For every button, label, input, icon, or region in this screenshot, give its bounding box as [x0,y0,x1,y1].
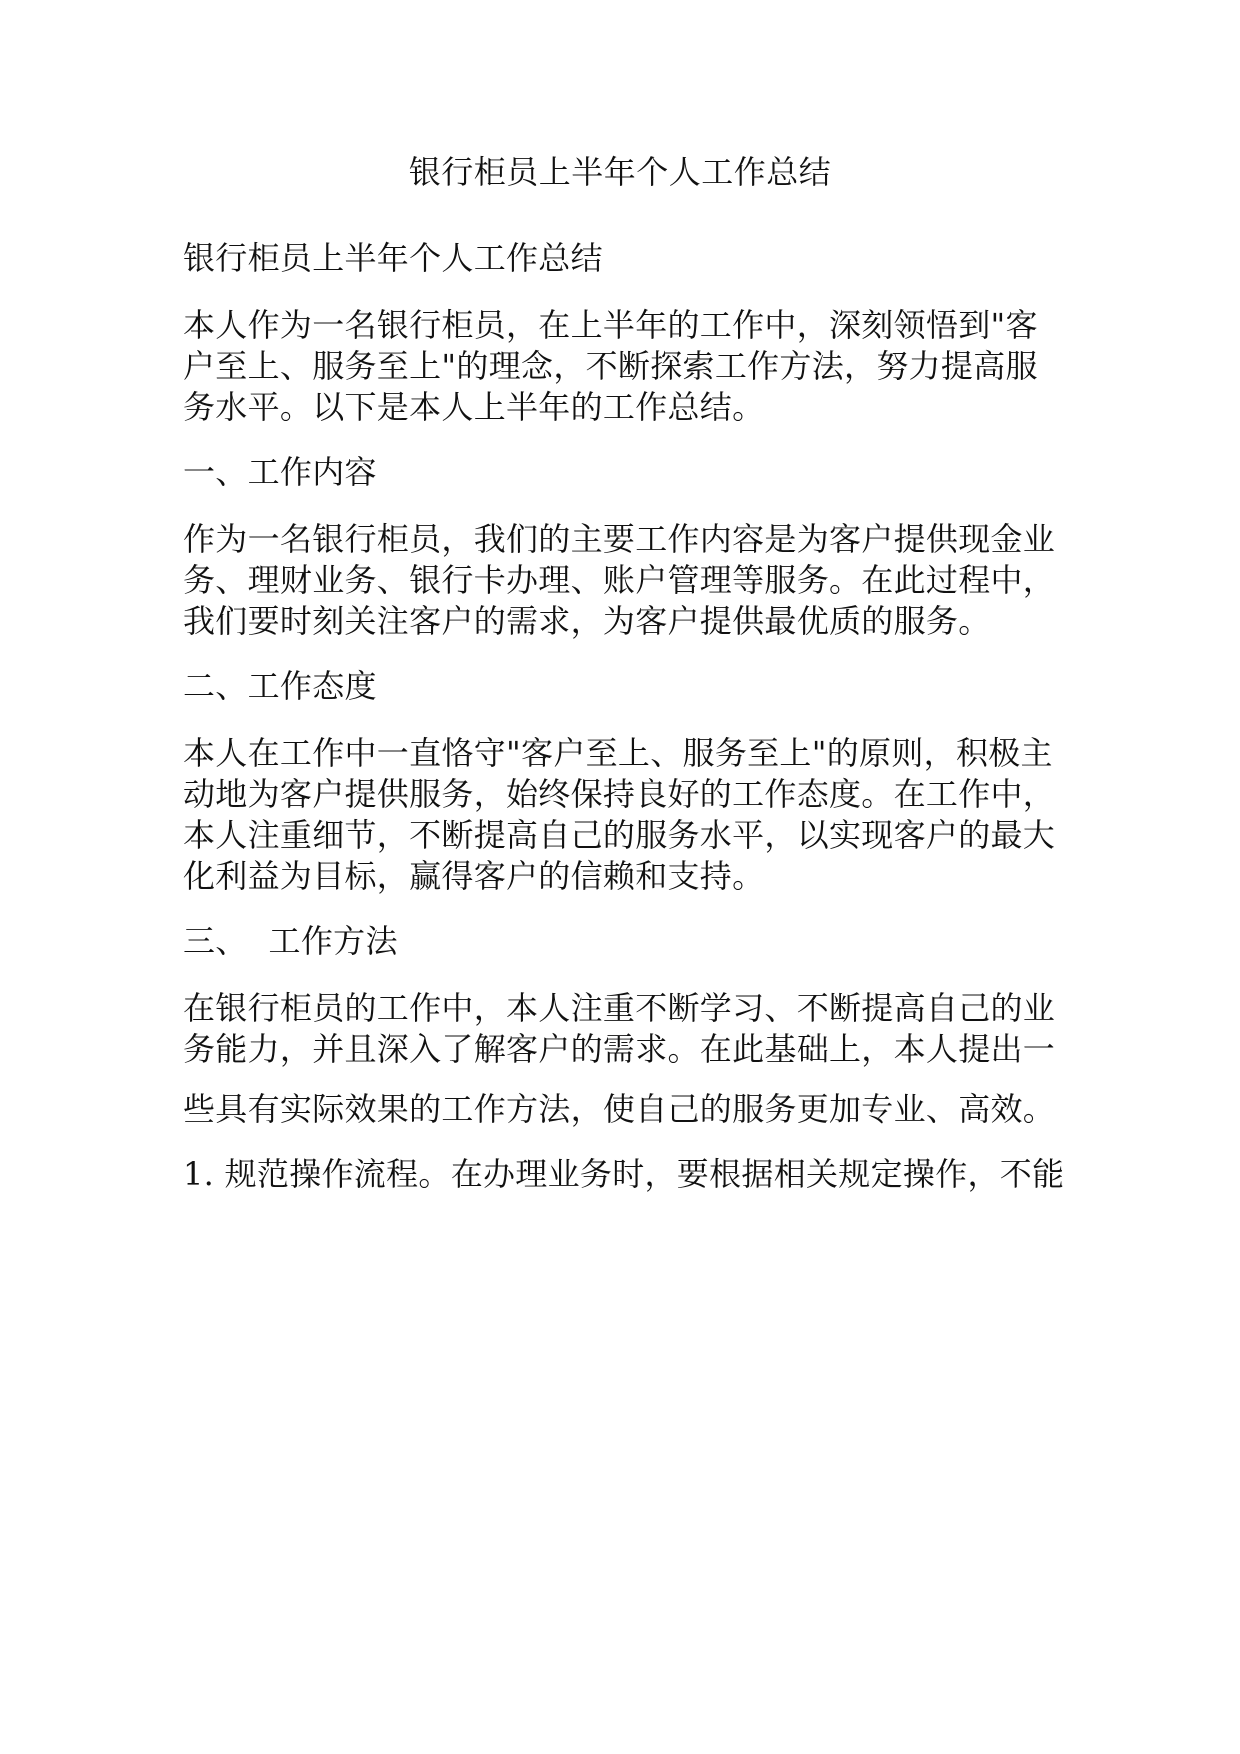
section2-line-2: 动地为客户提供服务，始终保持良好的工作态度。在工作中， [183,775,1056,813]
section1-paragraph [183,519,1063,642]
document-body [183,238,1063,1219]
section2-line-4: 化利益为目标，赢得客户的信赖和支持。 [183,857,765,895]
section1-line-1: 作为一名银行柜员，我们的主要工作内容是为客户提供现金业 [183,520,1056,558]
section2-line-3: 本人注重细节，不断提高自己的服务水平，以实现客户的最大 [183,816,1056,854]
intro-line-2: 户至上、服务至上"的理念，不断探索工作方法，努力提高服 [183,347,1038,385]
section1-heading-text: 一、工作内容 [183,453,377,491]
section3-line-1: 在银行柜员的工作中，本人注重不断学习、不断提高自己的业 [183,989,1056,1027]
intro-line-1: 本人作为一名银行柜员，在上半年的工作中，深刻领悟到"客 [183,306,1038,344]
section3-line-3: 些具有实际效果的工作方法，使自己的服务更加专业、高效。 [183,1090,1056,1128]
list-item [183,1154,1063,1195]
section3-line-2: 务能力，并且深入了解客户的需求。在此基础上，本人提出一 [183,1030,1056,1068]
intro-line-3: 务水平。以下是本人上半年的工作总结。 [183,388,765,426]
section1-heading [183,452,1063,493]
section1-line-3: 我们要时刻关注客户的需求，为客户提供最优质的服务。 [183,602,991,640]
section2-heading [183,666,1063,707]
section2-heading-text: 二、工作态度 [183,667,377,705]
section2-line-1: 本人在工作中一直恪守"客户至上、服务至上"的原则，积极主 [183,734,1053,772]
section1-line-2: 务、理财业务、银行卡办理、账户管理等服务。在此过程中， [183,561,1056,599]
document-title: 银行柜员上半年个人工作总结 [408,153,832,191]
section3-item-1: 1. 规范操作流程。在办理业务时，要根据相关规定操作，不能 [183,1155,1065,1193]
document-subtitle [183,238,1063,279]
subtitle-line: 银行柜员上半年个人工作总结 [183,239,603,277]
section3-heading [183,921,1063,962]
intro-paragraph [183,305,1063,428]
section3-paragraph [183,988,1063,1130]
section2-paragraph [183,733,1063,897]
section3-heading-text: 三、 工作方法 [183,922,398,960]
